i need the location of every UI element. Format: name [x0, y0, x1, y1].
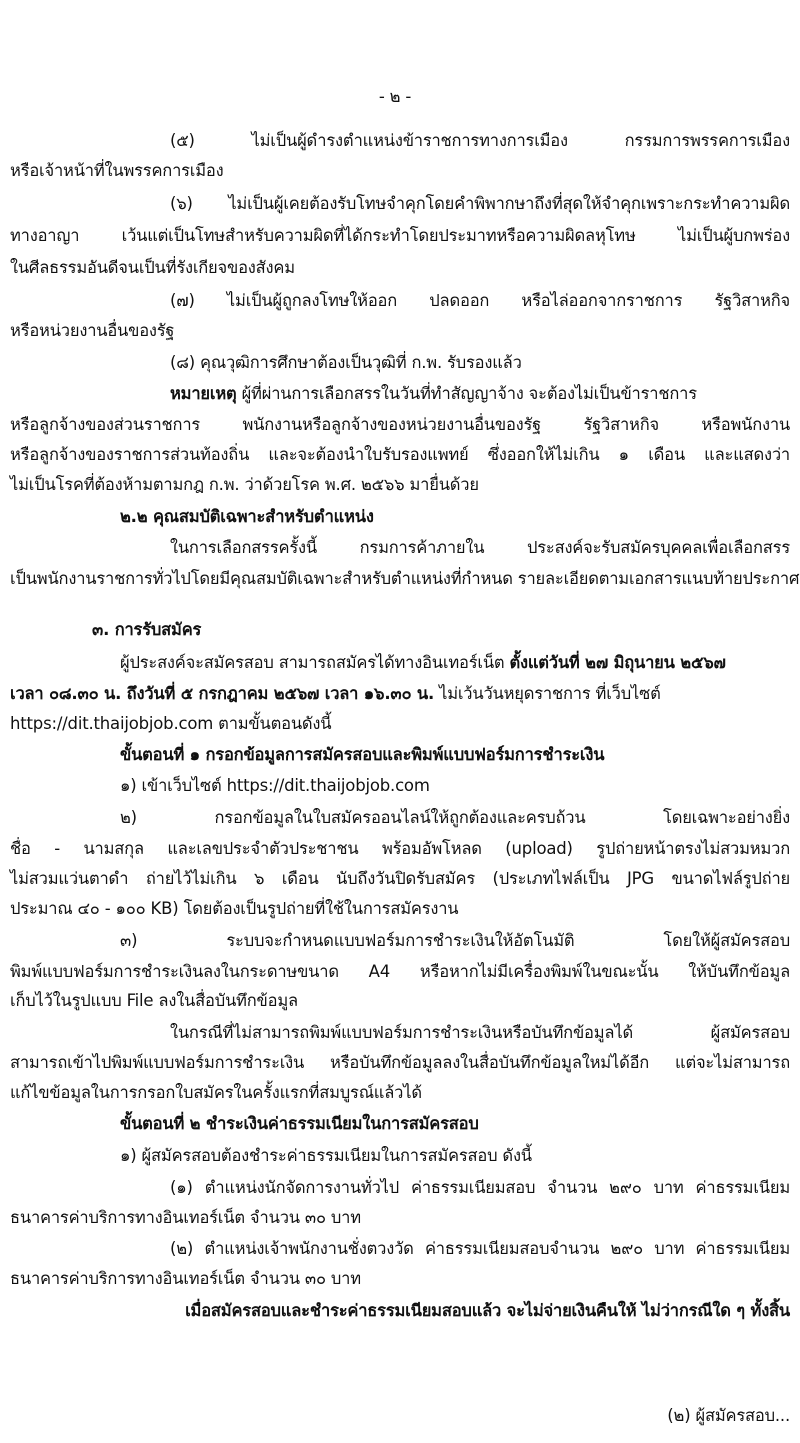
section-heading: ๓. การรับสมัคร: [92, 620, 202, 639]
paragraph-line: (๕) ไม่เป็นผู้ดำรงตำแหน่งข้าราชการทางการเมือง กรรมการพรรคการเมือง: [170, 131, 790, 150]
fee-item-line: (๑) ตำแหน่งนักจัดการงานทั่วไป ค่าธรรมเนียมสอบ จำนวน ๒๙๐ บาท ค่าธรรมเนียม: [170, 1178, 790, 1197]
continuation-footer: (๒) ผู้สมัครสอบ...: [667, 1406, 790, 1425]
paragraph-line: ในกรณีที่ไม่สามารถพิมพ์แบบฟอร์มการชำระเงินหรือบันทึกข้อมูลได้ ผู้สมัครสอบ: [170, 1023, 790, 1042]
application-period: เวลา ๐๘.๓๐ น. ถึงวันที่ ๕ กรกฎาคม ๒๕๖๗ เวลา ๑๖.๓๐ น.: [10, 684, 435, 703]
paragraph-line: ไม่สวมแว่นตาดำ ถ่ายไว้ไม่เกิน ๖ เดือน นับถึงวันปิดรับสมัคร (ประเภทไฟล์เป็น JPG ขนาดไฟล์รูปถ่าย: [10, 869, 790, 888]
paragraph-line: (๘) คุณวุฒิการศึกษาต้องเป็นวุฒิที่ ก.พ. รับรองแล้ว: [170, 353, 522, 372]
paragraph-line: หรือลูกจ้างของส่วนราชการ พนักงานหรือลูกจ้างของหน่วยงานอื่นของรัฐ รัฐวิสาหกิจ หรือพนักงาน: [10, 415, 790, 434]
paragraph-line: สามารถเข้าไปพิมพ์แบบฟอร์มการชำระเงิน หรือบันทึกข้อมูลลงในสื่อบันทึกข้อมูลใหม่ได้อีก แต่จะไม่สามารถ: [10, 1053, 790, 1072]
paragraph-line: ธนาคารค่าบริการทางอินเทอร์เน็ต จำนวน ๓๐ บาท: [10, 1269, 361, 1288]
paragraph-line: เก็บไว้ในรูปแบบ File ลงในสื่อบันทึกข้อมูล: [10, 991, 298, 1010]
paragraph-line: ประมาณ ๔๐ - ๑๐๐ KB) โดยต้องเป็นรูปถ่ายที่ใช้ในการสมัครงาน: [10, 899, 459, 918]
paragraph-line: (๗) ไม่เป็นผู้ถูกลงโทษให้ออก ปลดออก หรือไล่ออกจากราชการ รัฐวิสาหกิจ: [170, 291, 790, 310]
remark-text: ผู้ที่ผ่านการเลือกสรรในวันที่ทำสัญญาจ้าง จะต้องไม่เป็นข้าราชการ: [236, 384, 697, 403]
paragraph-line: [10, 683, 790, 705]
section-heading: ๒.๒ คุณสมบัติเฉพาะสำหรับตำแหน่ง: [120, 507, 374, 526]
step-heading: ขั้นตอนที่ ๒ ชำระเงินค่าธรรมเนียมในการสมัครสอบ: [120, 1114, 479, 1133]
paragraph-line: [120, 652, 790, 674]
paragraph-line: ธนาคารค่าบริการทางอินเทอร์เน็ต จำนวน ๓๐ บาท: [10, 1208, 361, 1227]
application-text: ผู้ประสงค์จะสมัครสอบ สามารถสมัครได้ทางอินเทอร์เน็ต: [120, 653, 510, 672]
paragraph-line: แก้ไขข้อมูลในการกรอกใบสมัครในครั้งแรกที่สมบูรณ์แล้วได้: [10, 1083, 422, 1102]
paragraph-line: ทางอาญา เว้นแต่เป็นโทษสำหรับความผิดที่ได้กระทำโดยประมาทหรือความผิดลหุโทษ ไม่เป็นผู้บกพร่อง: [10, 226, 790, 245]
paragraph-line: ๑) ผู้สมัครสอบต้องชำระค่าธรรมเนียมในการสมัครสอบ ดังนี้: [120, 1146, 532, 1165]
paragraph-line: https://dit.thaijobjob.com ตามขั้นตอนดังนี้: [10, 714, 332, 733]
paragraph-line: หรือลูกจ้างของราชการส่วนท้องถิ่น และจะต้องนำใบรับรองแพทย์ ซึ่งออกให้ไม่เกิน ๑ เดือน และแสดงว่า: [10, 445, 790, 464]
step-heading: ขั้นตอนที่ ๑ กรอกข้อมูลการสมัครสอบและพิมพ์แบบฟอร์มการชำระเงิน: [120, 745, 605, 764]
paragraph-line: ชื่อ - นามสกุล และเลขประจำตัวประชาชน พร้อมอัพโหลด (upload) รูปถ่ายหน้าตรงไม่สวมหมวก: [10, 839, 790, 858]
application-website-text: ไม่เว้นวันหยุดราชการ ที่เว็บไซต์: [434, 684, 661, 703]
application-start-date: ตั้งแต่วันที่ ๒๗ มิถุนายน ๒๕๖๗: [509, 653, 726, 672]
paragraph-line: พิมพ์แบบฟอร์มการชำระเงินลงในกระดาษขนาด A4 หรือหากไม่มีเครื่องพิมพ์ในขณะนั้น ให้บันทึกข้อมูล: [10, 962, 790, 981]
no-refund-notice: เมื่อสมัครสอบและชำระค่าธรรมเนียมสอบแล้ว จะไม่จ่ายเงินคืนให้ ไม่ว่ากรณีใด ๆ ทั้งสิ้น: [185, 1301, 790, 1320]
paragraph-line: หรือหน่วยงานอื่นของรัฐ: [10, 321, 175, 340]
remark-line: [170, 383, 790, 405]
paragraph-line: ๑) เข้าเว็บไซต์ https://dit.thaijobjob.com: [120, 776, 430, 795]
paragraph-line: หรือเจ้าหน้าที่ในพรรคการเมือง: [10, 161, 224, 180]
paragraph-line: ๒) กรอกข้อมูลในใบสมัครออนไลน์ให้ถูกต้องและครบถ้วน โดยเฉพาะอย่างยิ่ง: [120, 808, 790, 827]
paragraph-line: (๖) ไม่เป็นผู้เคยต้องรับโทษจำคุกโดยคำพิพากษาถึงที่สุดให้จำคุกเพราะกระทำความผิด: [170, 194, 790, 213]
paragraph-line: ไม่เป็นโรคที่ต้องห้ามตามกฎ ก.พ. ว่าด้วยโรค พ.ศ. ๒๕๖๖ มายื่นด้วย: [10, 475, 479, 494]
paragraph-line: ๓) ระบบจะกำหนดแบบฟอร์มการชำระเงินให้อัตโนมัติ โดยให้ผู้สมัครสอบ: [120, 931, 790, 950]
paragraph-line: ในการเลือกสรรครั้งนี้ กรมการค้าภายใน ประสงค์จะรับสมัครบุคคลเพื่อเลือกสรร: [170, 538, 790, 557]
remark-label: หมายเหตุ: [170, 384, 237, 403]
fee-item-line: (๒) ตำแหน่งเจ้าพนักงานชั่งตวงวัด ค่าธรรมเนียมสอบจำนวน ๒๙๐ บาท ค่าธรรมเนียม: [170, 1239, 790, 1258]
page-number: - ๒ -: [378, 87, 412, 106]
paragraph-line: เป็นพนักงานราชการทั่วไปโดยมีคุณสมบัติเฉพาะสำหรับตำแหน่งที่กำหนด รายละเอียดตามเอกสารแนบท้ายประกาศ: [10, 569, 800, 588]
paragraph-line: ในศีลธรรมอันดีจนเป็นที่รังเกียจของสังคม: [10, 258, 295, 277]
